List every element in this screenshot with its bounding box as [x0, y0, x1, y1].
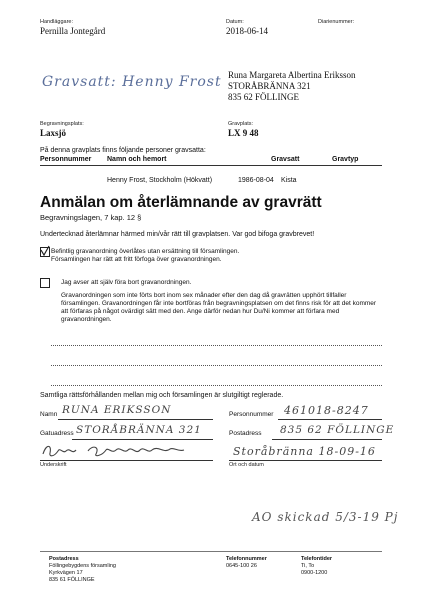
intro-text: På denna gravplats finns följande personer gravsatta: [40, 147, 206, 154]
footer-postadress-label: Postadress [49, 556, 79, 562]
ort-datum-value[interactable]: Storåbränna 18-09-16 [233, 445, 376, 458]
footer-postadress-line1: Föllingebygdens församling [49, 563, 116, 569]
footer-postadress-line3: 835 61 FÖLLINGE [49, 577, 95, 583]
footer-telefon-value: 0645-100 26 [226, 563, 257, 569]
handwritten-note: AO skickad 5/3-19 Pj [252, 510, 399, 524]
recipient-postal: 835 62 FÖLLINGE [228, 92, 299, 102]
option2-line1: Jag avser att själv föra bort gravanordningen. [61, 279, 192, 286]
namn-rule [58, 419, 213, 420]
gatuadress-value[interactable]: STORÅBRÄNNA 321 [76, 424, 202, 436]
footer-rule [40, 551, 382, 552]
removal-text: Gravanordningen som inte förts bort inom sex månader efter den dag då gravrätten upphört tillfaller församlingen. Gravanordningen får inte bortföras från begravningsplatsen om det finns risk för att det kommer att förfaras på något ovärdigt sätt med den. Ange därför nedan hur Du/Ni kommer att förfara med gravanordningen. [61, 292, 377, 323]
namn-value[interactable]: RUNA ERIKSSON [62, 404, 172, 416]
option1-line2: Församlingen har rätt att fritt förfoga över gravanordningen. [51, 256, 222, 263]
handwritten-gravsatt: Gravsatt: Henny Frost [42, 74, 222, 90]
postadress-value[interactable]: 835 62 FÖLLINGE [280, 424, 395, 436]
footer-telefontider-label: Telefontider [301, 556, 333, 562]
writein-line-3[interactable] [51, 385, 382, 386]
gravplats-value: LX 9 48 [228, 128, 259, 138]
handlaggare-value: Pernilla Jontegård [40, 26, 106, 36]
recipient-name: Runa Margareta Albertina Eriksson [228, 70, 356, 80]
personnummer-rule [278, 419, 382, 420]
checkmark-icon [40, 245, 50, 257]
col-namn: Namn och hemort [107, 156, 167, 163]
ort-datum-rule [229, 460, 382, 461]
footer-postadress-line2: Kyrkvägen 17 [49, 570, 83, 576]
burial-row-gravtyp: Kista [281, 177, 297, 184]
table-header-rule [40, 165, 382, 166]
signature-scribble[interactable] [40, 442, 190, 460]
option1-checkbox[interactable] [40, 247, 50, 257]
option2-checkbox[interactable] [40, 278, 50, 288]
gatuadress-label: Gatuadress [40, 430, 74, 437]
writein-line-1[interactable] [51, 345, 382, 346]
personnummer-label: Personnummer [229, 411, 274, 418]
burial-row-gravsatt: 1986-08-04 [238, 177, 274, 184]
datum-label: Datum: [226, 19, 244, 25]
declaration-text: Undertecknad återlämnar härmed min/vår rätt till gravplatsen. Var god bifoga gravbrevet! [40, 231, 315, 238]
handlaggare-label: Handläggare: [40, 19, 74, 25]
underskrift-rule [40, 460, 213, 461]
col-gravsatt: Gravsatt [271, 156, 300, 163]
col-personnummer: Personnummer [40, 156, 92, 163]
begravningsplats-value: Laxsjö [40, 128, 67, 138]
personnummer-value[interactable]: 461018-8247 [284, 404, 369, 417]
begravningsplats-label: Begravningsplats: [40, 121, 84, 127]
recipient-street: STORÅBRÄNNA 321 [228, 81, 311, 91]
datum-value: 2018-06-14 [226, 26, 268, 36]
writein-line-2[interactable] [51, 365, 382, 366]
gatuadress-rule [72, 439, 213, 440]
underskrift-label: Underskrift [40, 462, 67, 468]
burial-row-namn: Henny Frost, Stockholm (Hökvatt) [107, 177, 213, 184]
agreement-text: Samtliga rättsförhållanden mellan mig och församlingen är slutgiltigt reglerade. [40, 392, 284, 399]
page-title: Anmälan om återlämnande av gravrätt [40, 194, 322, 211]
namn-label: Namn [40, 411, 58, 418]
footer-telefontider-line2: 0900-1200 [301, 570, 328, 576]
footer-telefon-label: Telefonnummer [226, 556, 267, 562]
postadress-label: Postadress [229, 430, 262, 437]
footer-telefontider-line1: Ti, To [301, 563, 315, 569]
diarienummer-label: Diarienummer: [318, 19, 355, 25]
page-subtitle: Begravningslagen, 7 kap. 12 § [40, 213, 142, 222]
ort-datum-label: Ort och datum [229, 462, 264, 468]
col-gravtyp: Gravtyp [332, 156, 359, 163]
gravplats-label: Gravplats: [228, 121, 254, 127]
option1-line1: Befintlig gravanordning överlåtes utan ersättning till församlingen. [51, 248, 240, 255]
postadress-rule [272, 439, 382, 440]
